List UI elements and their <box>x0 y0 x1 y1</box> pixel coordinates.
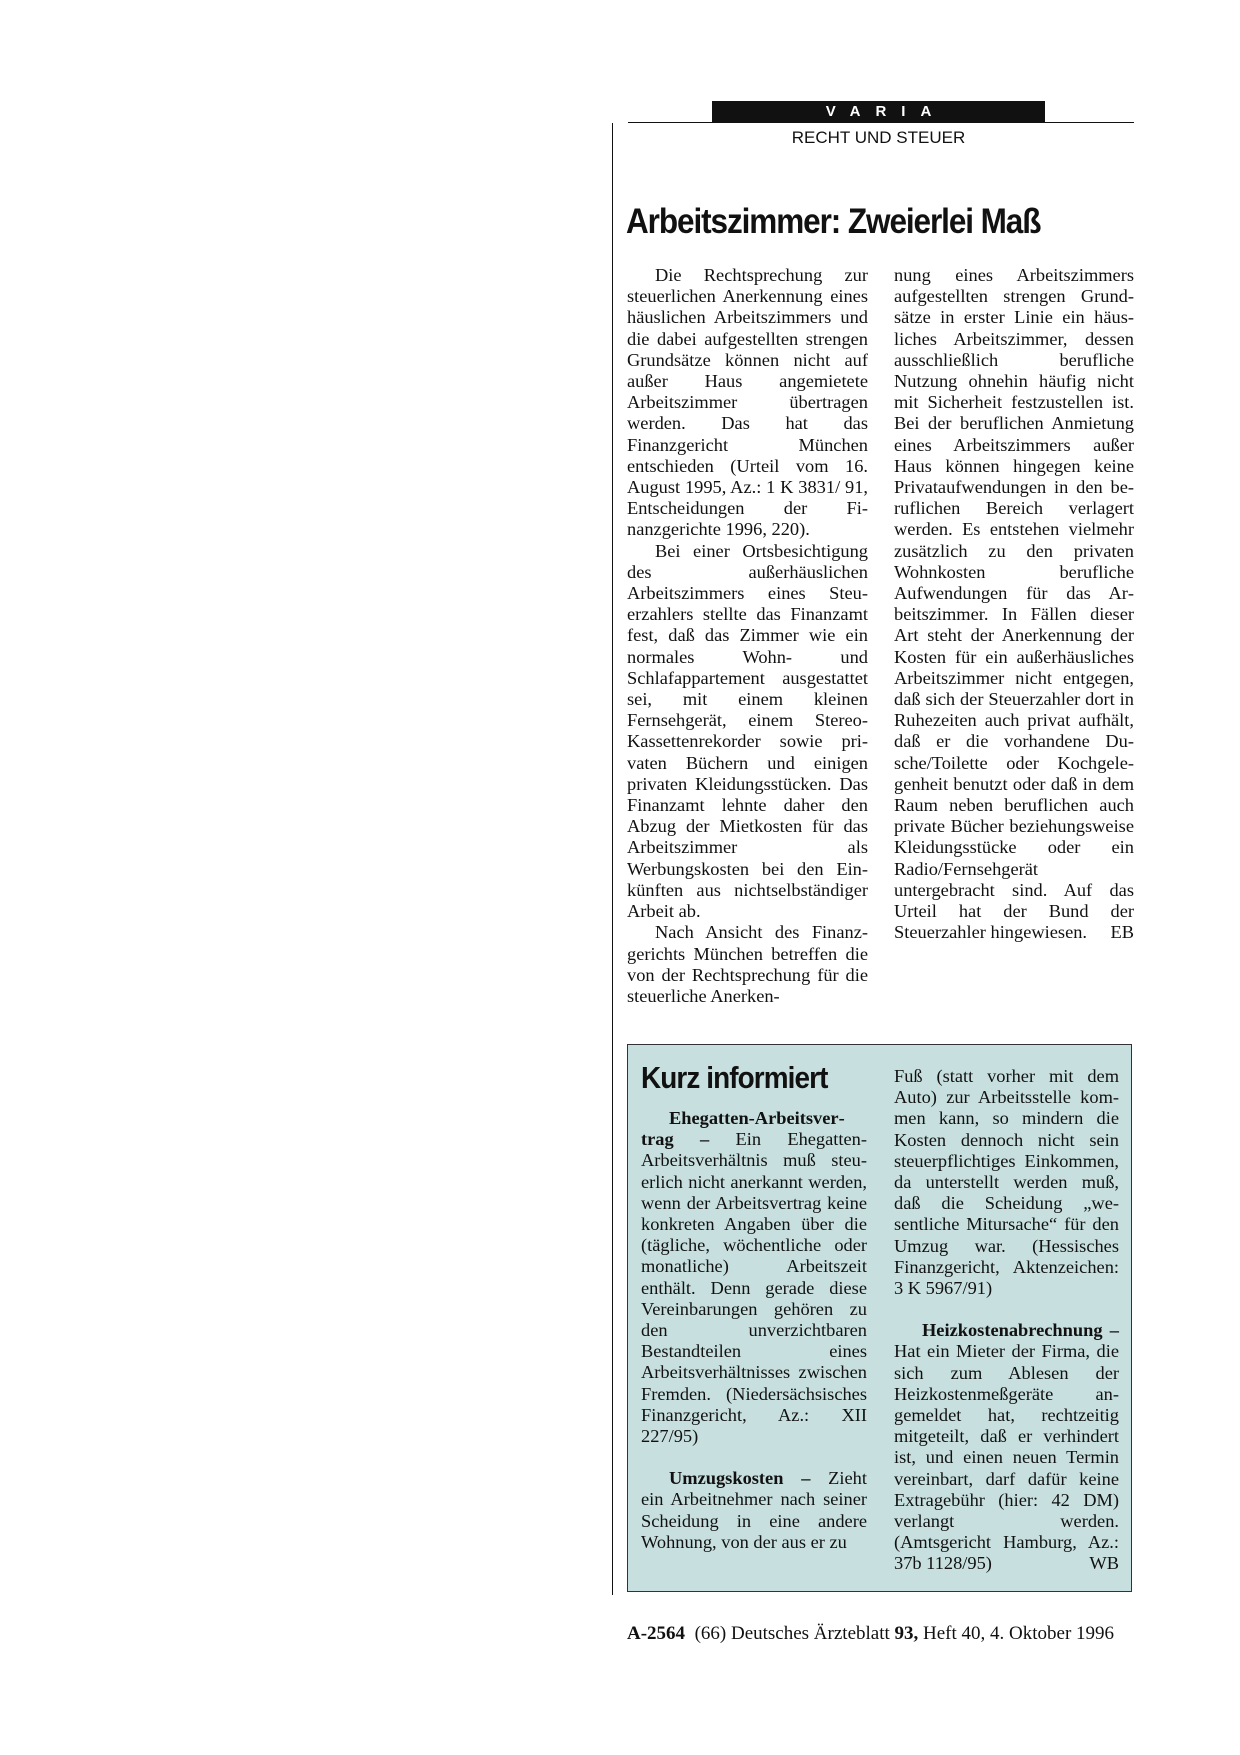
article-paragraph-3-continued: nung eines Arbeitszimmers aufgestellten strengen Grundsätze in erster Linie ein häusliches Arbeitszimmer, dessen ausschließlich berufliche Nutzung ohnehin häufig nicht mit Sicherheit festzustellen ist. Bei der beruflichen Anmietung eines Arbeitszimmers außer Haus können hingegen keine Privataufwendungen in den beruflichen Bereich verlagert werden. Es entstehen vielmehr zusätzlich zu den privaten Wohnkosten berufliche Aufwendungen für das Arbeitszimmer. In Fällen dieser Art steht der Anerkennung der Kosten für ein außerhäusliches Arbeitszimmer nicht entgegen, daß sich der Steuerzahler dort in Ruhezeiten auch privat aufhält, daß er die vorhandene Dusche/Toilette oder Kochgelegenheit benutzt oder daß in dem Raum neben beruflichen auch private Bücher beziehungsweise Kleidungsstücke oder ein Radio/Fernsehgerät untergebracht sind. Auf das Urteil hat der Bund der Steuerzahler hingewiesen. EB <box>894 265 1134 943</box>
info-box-column-right <box>894 1066 1119 1575</box>
info-item-title: Ehegatten-Arbeitsvertrag – <box>641 1108 845 1150</box>
info-item-title: Heizkostenabrechnung – <box>922 1320 1119 1341</box>
info-item-umzug-start <box>641 1468 867 1553</box>
info-item-text: Ein Ehegatten-Arbeitsverhältnis muß steuerlich nicht anerkannt werden, wenn der Arbeitsvertrag keine konkreten Angaben über die (tägliche, wöchentliche oder monatliche) Arbeitszeit enthält. Denn gerade diese Vereinbarungen gehören zu den unverzichtbaren Bestandteilen eines Arbeitsverhältnisses zwischen Fremden. (Niedersächsisches Finanzgericht, Az.: XII 227/95) <box>641 1129 867 1447</box>
info-item-text: Hat ein Mieter der Firma, die sich zum Ablesen der Heizkostenmeßgeräte angemeldet hat, rechtzeitig mitgeteilt, daß er verhindert ist, und einen neuen Termin vereinbart, darf dafür keine Extragebühr (hier: 42 DM) verlangt werden. (Amtsgericht Hamburg, Az.: 37b 1128/95) <box>894 1341 1119 1574</box>
page-number-alt: (66) <box>694 1623 727 1644</box>
info-item-text: Zieht ein Arbeitnehmer nach seiner Scheidung in eine andere Wohnung, von der aus er zu <box>641 1468 867 1552</box>
header-rule <box>628 122 1134 123</box>
article-column-right <box>894 265 1134 944</box>
info-box-column-left <box>641 1108 867 1553</box>
journal-name: Deutsches Ärzteblatt <box>730 1623 890 1644</box>
info-box-title: Kurz informiert <box>641 1060 828 1095</box>
info-item-heizkosten <box>894 1320 1119 1574</box>
info-item-title: Umzugskosten – <box>669 1468 811 1489</box>
article-paragraph-2: Bei einer Ortsbesichtigung des außerhäuslichen Arbeitszimmers eines Steuerzahlers stellte das Finanzamt fest, daß das Zimmer wie ein normales Wohn- und Schlafappartement ausgestattet sei, mit einem kleinen Fernsehgerät, einem Stereo-Kassettenrekorder sowie privaten Büchern und einigen privaten Kleidungsstücken. Das Finanzamt lehnte daher den Abzug der Mietkosten für das Arbeitszimmer als Werbungskosten bei den Einkünften aus nichtselbständiger Arbeit ab. <box>627 540 868 922</box>
page-number: A-2564 <box>627 1623 686 1644</box>
info-item-umzug-continued: Fuß (statt vorher mit dem Auto) zur Arbeitsstelle kommen kann, so mindern die Kosten dennoch nicht sein steuerpflichtiges Einkommen, da unterstellt werden muß, daß die Scheidung „wesentliche Mitursache“ für den Umzug war. (Hessisches Finanzgericht, Aktenzeichen: 3 K 5967/91) <box>894 1066 1119 1299</box>
page-footer <box>627 1623 1114 1645</box>
issue-info: Heft 40, 4. Oktober 1996 <box>923 1623 1115 1644</box>
info-item-ehegatten <box>641 1108 867 1447</box>
column-rule <box>612 123 613 1595</box>
section-label: VARIA <box>712 101 1045 123</box>
article-signature: EB <box>1110 922 1134 943</box>
box-signature: WB <box>1089 1553 1119 1574</box>
article-paragraph-3-start: Nach Ansicht des Finanzgerichts München betreffen die von der Rechtsprechung für die steuerliche Anerken- <box>627 922 868 1006</box>
subsection-label: RECHT UND STEUER <box>791 128 966 147</box>
volume: 93, <box>894 1623 919 1644</box>
article-column-left <box>627 265 868 1007</box>
article-headline: Arbeitszimmer: Zweierlei Maß <box>626 202 1041 241</box>
article-paragraph-1: Die Rechtsprechung zur steuerlichen Anerkennung eines häuslichen Arbeitszimmers und die dabei aufgestellten strengen Grundsätze können nicht auf außer Haus angemietete Arbeitszimmer übertragen werden. Das hat das Finanzgericht München entschieden (Urteil vom 16. August 1995, Az.: 1 K 3831/ 91, Entscheidungen der Finanzgerichte 1996, 220). <box>627 265 868 540</box>
